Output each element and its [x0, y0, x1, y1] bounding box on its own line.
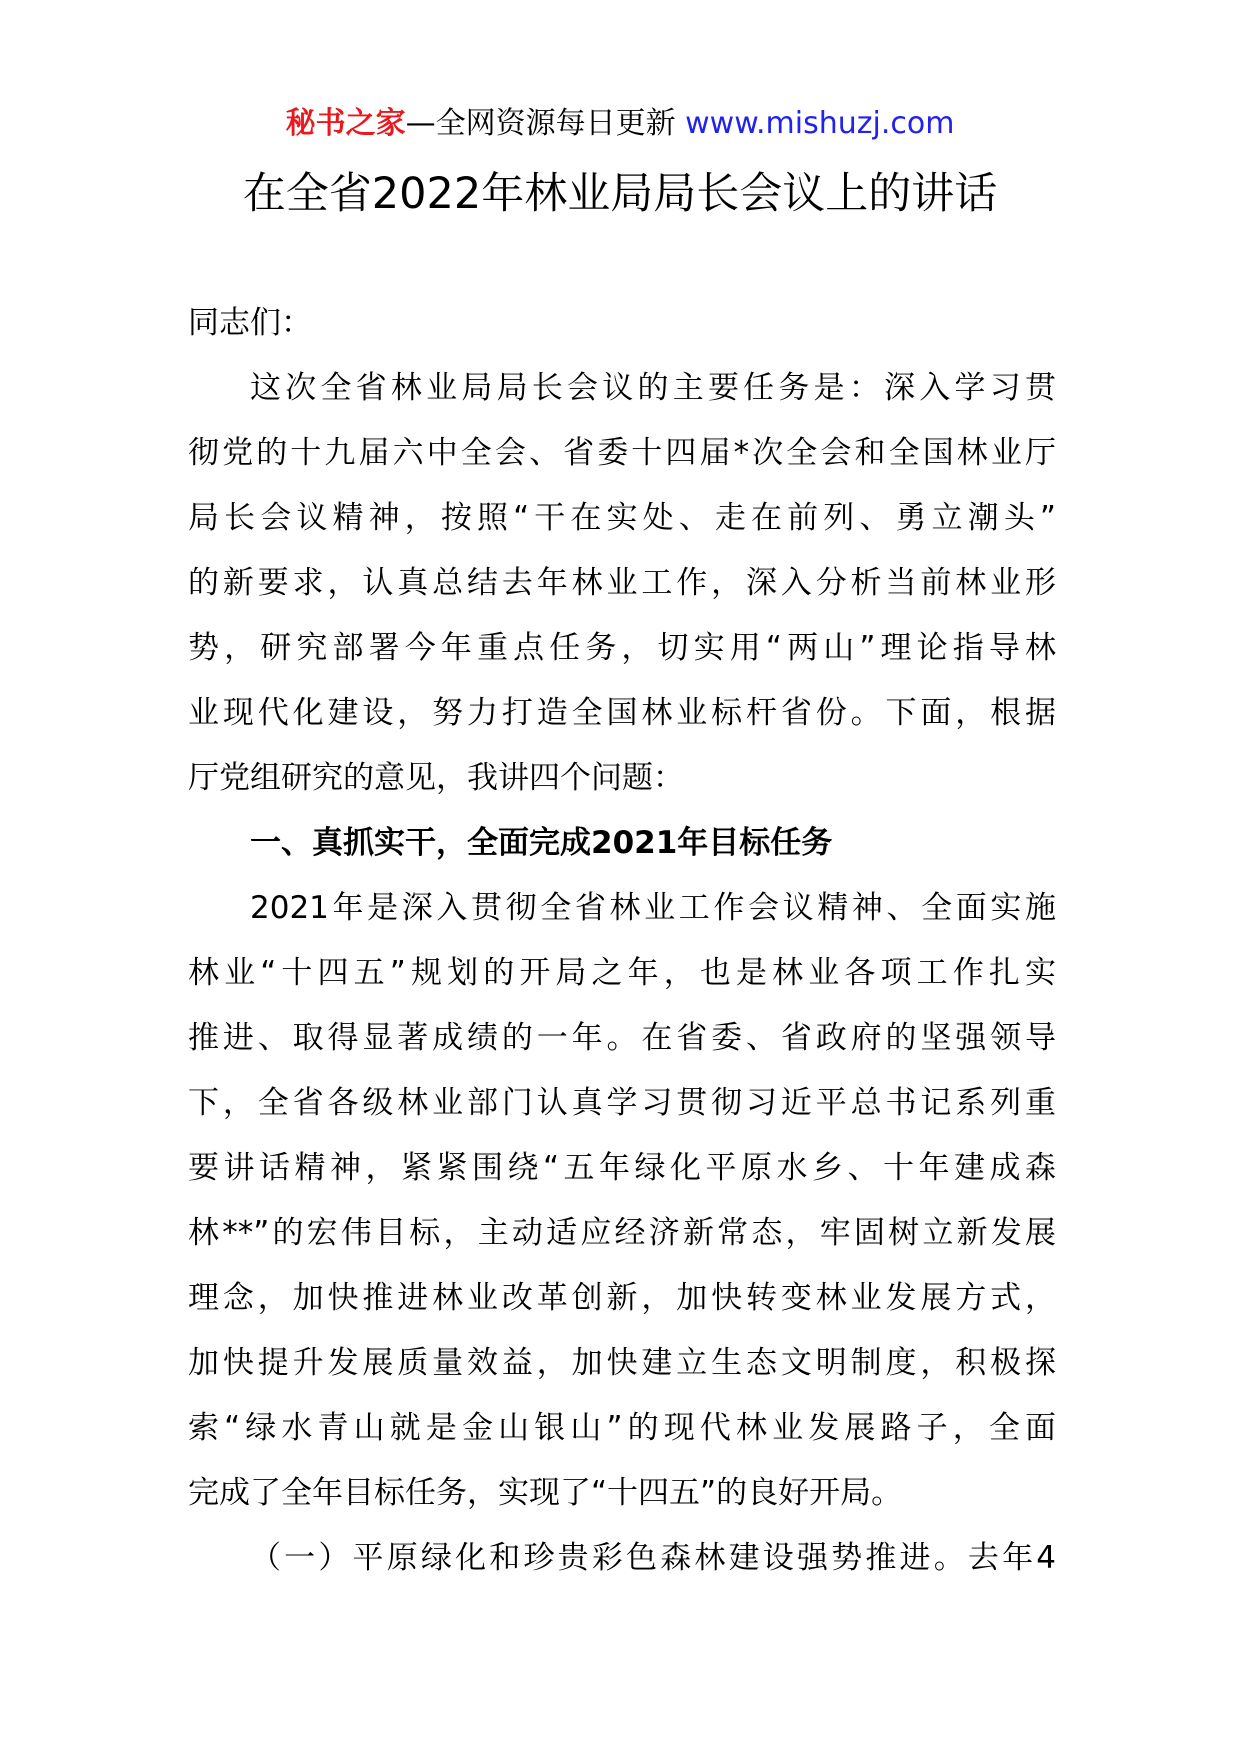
paragraph-2021-summary	[188, 876, 1056, 1526]
paragraph-line: 林**”的宏伟目标，主动适应经济新常态，牢固树立新发展	[188, 1215, 1056, 1251]
paragraph-line: 势，研究部署今年重点任务，切实用“两山”理论指导林	[188, 630, 1056, 666]
salutation: 同志们：	[188, 305, 312, 341]
paragraph-line: 业现代化建设，努力打造全国林业标杆省份。下面，根据	[188, 695, 1056, 731]
site-header	[0, 104, 1240, 144]
paragraph-line: 推进、取得显著成绩的一年。在省委、省政府的坚强领导	[188, 1020, 1056, 1056]
paragraph-line: 局长会议精神，按照“干在实处、走在前列、勇立潮头”	[188, 500, 1056, 536]
paragraph-line: 这次全省林业局局长会议的主要任务是：深入学习贯	[250, 370, 1056, 406]
paragraph-line: 厅党组研究的意见，我讲四个问题：	[188, 760, 684, 796]
section-heading: 一、真抓实干，全面完成2021年目标任务	[250, 825, 833, 861]
paragraph-line: 加快提升发展质量效益，加快建立生态文明制度，积极探	[188, 1345, 1056, 1381]
site-url-link[interactable]: www.mishuzj.com	[685, 106, 955, 141]
paragraph-line: 林业“十四五”规划的开局之年，也是林业各项工作扎实	[188, 955, 1056, 991]
paragraph-line: 彻党的十九届六中全会、省委十四届*次全会和全国林业厅	[188, 435, 1056, 471]
paragraph-line: 索“绿水青山就是金山银山”的现代林业发展路子，全面	[188, 1410, 1056, 1446]
document-title: 在全省2022年林业局局长会议上的讲话	[242, 169, 998, 219]
paragraph-line: 理念，加快推进林业改革创新，加快转变林业发展方式，	[188, 1280, 1056, 1316]
header-slogan: —全网资源每日更新	[405, 106, 686, 141]
paragraph-line: 2021年是深入贯彻全省林业工作会议精神、全面实施	[250, 890, 1056, 926]
paragraph-line: 下，全省各级林业部门认真学习贯彻习近平总书记系列重	[188, 1085, 1056, 1121]
paragraph-line: 要讲话精神，紧紧围绕“五年绿化平原水乡、十年建成森	[188, 1150, 1056, 1186]
document-body	[188, 291, 1056, 1591]
paragraph-line: 完成了全年目标任务，实现了“十四五”的良好开局。	[188, 1475, 903, 1511]
paragraph-line: 的新要求，认真总结去年林业工作，深入分析当前林业形	[188, 565, 1056, 601]
subsection-line: （一）平原绿化和珍贵彩色森林建设强势推进。去年4	[250, 1540, 1056, 1576]
brand-name: 秘书之家	[285, 106, 406, 141]
paragraph-intro	[188, 356, 1056, 811]
